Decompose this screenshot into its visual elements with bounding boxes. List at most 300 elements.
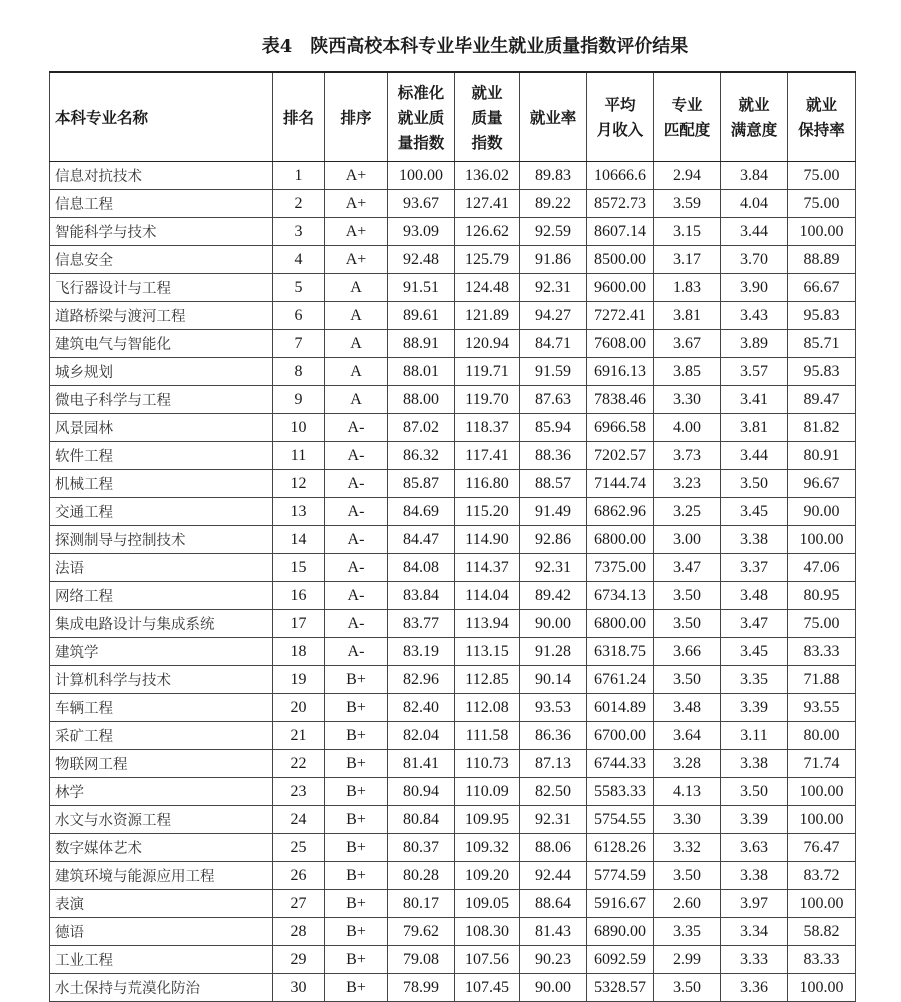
cell-monthly-income: 7272.41 <box>587 302 654 330</box>
table-row <box>50 386 856 414</box>
cell-retention-rate: 71.88 <box>788 666 856 694</box>
cell-retention-rate: 80.00 <box>788 722 856 750</box>
table-row <box>50 694 856 722</box>
table-row <box>50 162 856 190</box>
cell-quality-index: 113.94 <box>455 610 520 638</box>
cell-match-degree: 3.28 <box>654 750 721 778</box>
cell-quality-index: 114.90 <box>455 526 520 554</box>
cell-std-index: 100.00 <box>388 162 455 190</box>
cell-monthly-income: 6734.13 <box>587 582 654 610</box>
cell-grade: A+ <box>325 246 388 274</box>
cell-satisfaction: 3.57 <box>721 358 788 386</box>
cell-satisfaction: 3.44 <box>721 218 788 246</box>
cell-retention-rate: 75.00 <box>788 190 856 218</box>
cell-retention-rate: 80.91 <box>788 442 856 470</box>
cell-match-degree: 3.64 <box>654 722 721 750</box>
cell-retention-rate: 47.06 <box>788 554 856 582</box>
cell-match-degree: 3.17 <box>654 246 721 274</box>
cell-match-degree: 4.00 <box>654 414 721 442</box>
cell-match-degree: 3.50 <box>654 610 721 638</box>
cell-major-name: 信息安全 <box>50 246 273 274</box>
cell-retention-rate: 88.89 <box>788 246 856 274</box>
cell-major-name: 智能科学与技术 <box>50 218 273 246</box>
cell-std-index: 84.08 <box>388 554 455 582</box>
cell-satisfaction: 3.33 <box>721 946 788 974</box>
cell-quality-index: 121.89 <box>455 302 520 330</box>
cell-rank: 15 <box>273 554 325 582</box>
cell-quality-index: 112.08 <box>455 694 520 722</box>
cell-grade: B+ <box>325 918 388 946</box>
cell-grade: A- <box>325 582 388 610</box>
cell-major-name: 建筑学 <box>50 638 273 666</box>
column-header-grade: 排序 <box>325 72 388 162</box>
cell-rank: 20 <box>273 694 325 722</box>
cell-grade: A- <box>325 638 388 666</box>
cell-major-name: 数字媒体艺术 <box>50 834 273 862</box>
cell-rank: 7 <box>273 330 325 358</box>
cell-retention-rate: 90.00 <box>788 498 856 526</box>
cell-quality-index: 114.04 <box>455 582 520 610</box>
cell-quality-index: 127.41 <box>455 190 520 218</box>
cell-match-degree: 3.50 <box>654 974 721 1002</box>
cell-std-index: 82.96 <box>388 666 455 694</box>
cell-employment-rate: 92.59 <box>520 218 587 246</box>
cell-quality-index: 109.20 <box>455 862 520 890</box>
cell-retention-rate: 100.00 <box>788 218 856 246</box>
cell-std-index: 92.48 <box>388 246 455 274</box>
cell-satisfaction: 3.45 <box>721 638 788 666</box>
cell-std-index: 82.04 <box>388 722 455 750</box>
column-header-satisfaction: 就业 满意度 <box>721 72 788 162</box>
cell-major-name: 软件工程 <box>50 442 273 470</box>
cell-employment-rate: 92.44 <box>520 862 587 890</box>
cell-satisfaction: 3.70 <box>721 246 788 274</box>
cell-std-index: 83.19 <box>388 638 455 666</box>
cell-match-degree: 3.35 <box>654 918 721 946</box>
cell-quality-index: 107.56 <box>455 946 520 974</box>
cell-grade: A- <box>325 498 388 526</box>
cell-retention-rate: 83.72 <box>788 862 856 890</box>
cell-major-name: 交通工程 <box>50 498 273 526</box>
cell-rank: 27 <box>273 890 325 918</box>
cell-monthly-income: 9600.00 <box>587 274 654 302</box>
cell-std-index: 93.09 <box>388 218 455 246</box>
cell-employment-rate: 85.94 <box>520 414 587 442</box>
cell-major-name: 建筑电气与智能化 <box>50 330 273 358</box>
cell-major-name: 信息工程 <box>50 190 273 218</box>
column-header-match-degree: 专业 匹配度 <box>654 72 721 162</box>
cell-rank: 19 <box>273 666 325 694</box>
cell-satisfaction: 3.84 <box>721 162 788 190</box>
cell-monthly-income: 7608.00 <box>587 330 654 358</box>
cell-match-degree: 3.81 <box>654 302 721 330</box>
cell-quality-index: 109.32 <box>455 834 520 862</box>
cell-satisfaction: 3.48 <box>721 582 788 610</box>
cell-monthly-income: 6092.59 <box>587 946 654 974</box>
cell-major-name: 水土保持与荒漠化防治 <box>50 974 273 1002</box>
cell-rank: 11 <box>273 442 325 470</box>
table-row <box>50 918 856 946</box>
cell-satisfaction: 3.39 <box>721 806 788 834</box>
table-title: 表4 陕西高校本科专业毕业生就业质量指数评价结果 <box>261 36 689 57</box>
cell-rank: 4 <box>273 246 325 274</box>
header-row <box>50 72 856 162</box>
cell-quality-index: 124.48 <box>455 274 520 302</box>
column-header-monthly-income: 平均 月收入 <box>587 72 654 162</box>
cell-monthly-income: 6700.00 <box>587 722 654 750</box>
cell-major-name: 表演 <box>50 890 273 918</box>
cell-rank: 26 <box>273 862 325 890</box>
cell-major-name: 工业工程 <box>50 946 273 974</box>
cell-monthly-income: 10666.6 <box>587 162 654 190</box>
cell-grade: A- <box>325 470 388 498</box>
cell-quality-index: 113.15 <box>455 638 520 666</box>
table-row <box>50 778 856 806</box>
cell-grade: B+ <box>325 778 388 806</box>
cell-monthly-income: 5916.67 <box>587 890 654 918</box>
cell-grade: A- <box>325 610 388 638</box>
cell-std-index: 84.47 <box>388 526 455 554</box>
cell-rank: 13 <box>273 498 325 526</box>
cell-satisfaction: 3.89 <box>721 330 788 358</box>
cell-rank: 23 <box>273 778 325 806</box>
cell-grade: A+ <box>325 218 388 246</box>
cell-monthly-income: 6862.96 <box>587 498 654 526</box>
cell-std-index: 80.84 <box>388 806 455 834</box>
cell-rank: 12 <box>273 470 325 498</box>
cell-quality-index: 109.95 <box>455 806 520 834</box>
table-row <box>50 806 856 834</box>
cell-employment-rate: 84.71 <box>520 330 587 358</box>
cell-major-name: 车辆工程 <box>50 694 273 722</box>
table-row <box>50 890 856 918</box>
cell-employment-rate: 88.36 <box>520 442 587 470</box>
cell-employment-rate: 88.06 <box>520 834 587 862</box>
column-header-major-name: 本科专业名称 <box>50 72 273 162</box>
cell-satisfaction: 3.50 <box>721 470 788 498</box>
cell-match-degree: 2.99 <box>654 946 721 974</box>
table-row <box>50 862 856 890</box>
cell-retention-rate: 100.00 <box>788 526 856 554</box>
cell-rank: 8 <box>273 358 325 386</box>
table-row <box>50 554 856 582</box>
table-row <box>50 526 856 554</box>
table-row <box>50 666 856 694</box>
column-header-std-index: 标准化 就业质 量指数 <box>388 72 455 162</box>
cell-major-name: 建筑环境与能源应用工程 <box>50 862 273 890</box>
cell-rank: 30 <box>273 974 325 1002</box>
cell-monthly-income: 6761.24 <box>587 666 654 694</box>
table-row <box>50 246 856 274</box>
cell-std-index: 84.69 <box>388 498 455 526</box>
cell-quality-index: 107.45 <box>455 974 520 1002</box>
cell-employment-rate: 91.49 <box>520 498 587 526</box>
table-row <box>50 610 856 638</box>
cell-retention-rate: 81.82 <box>788 414 856 442</box>
cell-match-degree: 3.47 <box>654 554 721 582</box>
cell-quality-index: 119.70 <box>455 386 520 414</box>
cell-std-index: 83.84 <box>388 582 455 610</box>
cell-std-index: 91.51 <box>388 274 455 302</box>
cell-satisfaction: 3.50 <box>721 778 788 806</box>
cell-satisfaction: 3.47 <box>721 610 788 638</box>
cell-grade: A- <box>325 554 388 582</box>
cell-std-index: 79.62 <box>388 918 455 946</box>
column-header-quality-index: 就业 质量 指数 <box>455 72 520 162</box>
cell-std-index: 86.32 <box>388 442 455 470</box>
column-header-employment-rate: 就业率 <box>520 72 587 162</box>
cell-grade: B+ <box>325 806 388 834</box>
cell-retention-rate: 71.74 <box>788 750 856 778</box>
cell-employment-rate: 92.31 <box>520 554 587 582</box>
cell-retention-rate: 83.33 <box>788 638 856 666</box>
cell-match-degree: 3.66 <box>654 638 721 666</box>
cell-retention-rate: 83.33 <box>788 946 856 974</box>
cell-employment-rate: 89.83 <box>520 162 587 190</box>
cell-retention-rate: 76.47 <box>788 834 856 862</box>
cell-match-degree: 2.94 <box>654 162 721 190</box>
evaluation-table <box>49 71 856 1002</box>
cell-match-degree: 3.32 <box>654 834 721 862</box>
cell-major-name: 道路桥梁与渡河工程 <box>50 302 273 330</box>
cell-monthly-income: 6916.13 <box>587 358 654 386</box>
cell-monthly-income: 7375.00 <box>587 554 654 582</box>
cell-std-index: 80.37 <box>388 834 455 862</box>
cell-monthly-income: 5774.59 <box>587 862 654 890</box>
cell-employment-rate: 90.23 <box>520 946 587 974</box>
cell-employment-rate: 91.28 <box>520 638 587 666</box>
cell-retention-rate: 75.00 <box>788 162 856 190</box>
cell-retention-rate: 66.67 <box>788 274 856 302</box>
cell-std-index: 80.94 <box>388 778 455 806</box>
cell-grade: B+ <box>325 862 388 890</box>
table-row <box>50 834 856 862</box>
cell-retention-rate: 80.95 <box>788 582 856 610</box>
cell-rank: 25 <box>273 834 325 862</box>
cell-quality-index: 114.37 <box>455 554 520 582</box>
cell-satisfaction: 3.97 <box>721 890 788 918</box>
cell-monthly-income: 6800.00 <box>587 526 654 554</box>
cell-satisfaction: 3.81 <box>721 414 788 442</box>
cell-grade: A <box>325 330 388 358</box>
cell-rank: 3 <box>273 218 325 246</box>
cell-retention-rate: 95.83 <box>788 302 856 330</box>
column-header-retention-rate: 就业 保持率 <box>788 72 856 162</box>
table-row <box>50 218 856 246</box>
cell-std-index: 79.08 <box>388 946 455 974</box>
cell-grade: A- <box>325 414 388 442</box>
cell-major-name: 信息对抗技术 <box>50 162 273 190</box>
cell-std-index: 87.02 <box>388 414 455 442</box>
cell-employment-rate: 92.31 <box>520 274 587 302</box>
cell-quality-index: 126.62 <box>455 218 520 246</box>
cell-major-name: 网络工程 <box>50 582 273 610</box>
cell-satisfaction: 3.11 <box>721 722 788 750</box>
cell-major-name: 机械工程 <box>50 470 273 498</box>
cell-grade: B+ <box>325 946 388 974</box>
cell-satisfaction: 3.39 <box>721 694 788 722</box>
cell-match-degree: 3.00 <box>654 526 721 554</box>
cell-monthly-income: 6744.33 <box>587 750 654 778</box>
cell-retention-rate: 96.67 <box>788 470 856 498</box>
cell-rank: 10 <box>273 414 325 442</box>
cell-rank: 17 <box>273 610 325 638</box>
cell-monthly-income: 6890.00 <box>587 918 654 946</box>
cell-satisfaction: 3.38 <box>721 862 788 890</box>
cell-match-degree: 3.30 <box>654 806 721 834</box>
cell-rank: 14 <box>273 526 325 554</box>
cell-satisfaction: 3.37 <box>721 554 788 582</box>
cell-major-name: 物联网工程 <box>50 750 273 778</box>
cell-employment-rate: 93.53 <box>520 694 587 722</box>
cell-grade: B+ <box>325 722 388 750</box>
cell-major-name: 采矿工程 <box>50 722 273 750</box>
table-row <box>50 470 856 498</box>
cell-rank: 16 <box>273 582 325 610</box>
cell-quality-index: 112.85 <box>455 666 520 694</box>
cell-employment-rate: 89.42 <box>520 582 587 610</box>
cell-retention-rate: 75.00 <box>788 610 856 638</box>
cell-monthly-income: 5328.57 <box>587 974 654 1002</box>
cell-monthly-income: 7838.46 <box>587 386 654 414</box>
cell-std-index: 88.91 <box>388 330 455 358</box>
cell-quality-index: 136.02 <box>455 162 520 190</box>
cell-employment-rate: 86.36 <box>520 722 587 750</box>
cell-std-index: 80.17 <box>388 890 455 918</box>
table-row <box>50 750 856 778</box>
cell-match-degree: 3.73 <box>654 442 721 470</box>
cell-retention-rate: 100.00 <box>788 806 856 834</box>
cell-grade: B+ <box>325 834 388 862</box>
cell-match-degree: 1.83 <box>654 274 721 302</box>
cell-quality-index: 118.37 <box>455 414 520 442</box>
table-row <box>50 974 856 1002</box>
cell-employment-rate: 88.64 <box>520 890 587 918</box>
cell-employment-rate: 90.14 <box>520 666 587 694</box>
cell-rank: 24 <box>273 806 325 834</box>
cell-quality-index: 110.73 <box>455 750 520 778</box>
cell-rank: 21 <box>273 722 325 750</box>
cell-grade: A <box>325 358 388 386</box>
cell-satisfaction: 3.36 <box>721 974 788 1002</box>
cell-major-name: 德语 <box>50 918 273 946</box>
cell-quality-index: 108.30 <box>455 918 520 946</box>
cell-std-index: 88.00 <box>388 386 455 414</box>
table-row <box>50 946 856 974</box>
cell-grade: B+ <box>325 750 388 778</box>
cell-rank: 18 <box>273 638 325 666</box>
cell-major-name: 城乡规划 <box>50 358 273 386</box>
cell-employment-rate: 87.13 <box>520 750 587 778</box>
cell-employment-rate: 91.86 <box>520 246 587 274</box>
cell-major-name: 水文与水资源工程 <box>50 806 273 834</box>
cell-match-degree: 3.30 <box>654 386 721 414</box>
cell-rank: 22 <box>273 750 325 778</box>
cell-monthly-income: 6800.00 <box>587 610 654 638</box>
cell-match-degree: 3.48 <box>654 694 721 722</box>
cell-quality-index: 109.05 <box>455 890 520 918</box>
cell-grade: B+ <box>325 974 388 1002</box>
cell-monthly-income: 8500.00 <box>587 246 654 274</box>
cell-quality-index: 125.79 <box>455 246 520 274</box>
cell-grade: A- <box>325 442 388 470</box>
cell-match-degree: 3.59 <box>654 190 721 218</box>
cell-grade: A+ <box>325 162 388 190</box>
column-header-rank: 排名 <box>273 72 325 162</box>
table-row <box>50 274 856 302</box>
cell-major-name: 风景园林 <box>50 414 273 442</box>
cell-match-degree: 3.23 <box>654 470 721 498</box>
cell-satisfaction: 3.34 <box>721 918 788 946</box>
cell-satisfaction: 4.04 <box>721 190 788 218</box>
cell-major-name: 微电子科学与工程 <box>50 386 273 414</box>
cell-retention-rate: 85.71 <box>788 330 856 358</box>
table-row <box>50 414 856 442</box>
cell-rank: 1 <box>273 162 325 190</box>
cell-monthly-income: 5583.33 <box>587 778 654 806</box>
table-row <box>50 302 856 330</box>
cell-match-degree: 3.25 <box>654 498 721 526</box>
cell-std-index: 83.77 <box>388 610 455 638</box>
cell-satisfaction: 3.90 <box>721 274 788 302</box>
cell-monthly-income: 6318.75 <box>587 638 654 666</box>
cell-std-index: 93.67 <box>388 190 455 218</box>
cell-employment-rate: 90.00 <box>520 610 587 638</box>
cell-quality-index: 110.09 <box>455 778 520 806</box>
cell-employment-rate: 92.31 <box>520 806 587 834</box>
cell-retention-rate: 58.82 <box>788 918 856 946</box>
cell-satisfaction: 3.43 <box>721 302 788 330</box>
cell-monthly-income: 6966.58 <box>587 414 654 442</box>
cell-std-index: 85.87 <box>388 470 455 498</box>
cell-grade: A+ <box>325 190 388 218</box>
cell-grade: A- <box>325 526 388 554</box>
table-row <box>50 638 856 666</box>
cell-std-index: 80.28 <box>388 862 455 890</box>
cell-satisfaction: 3.38 <box>721 750 788 778</box>
cell-employment-rate: 89.22 <box>520 190 587 218</box>
cell-match-degree: 4.13 <box>654 778 721 806</box>
cell-grade: A <box>325 386 388 414</box>
cell-employment-rate: 82.50 <box>520 778 587 806</box>
table-row <box>50 722 856 750</box>
table-row <box>50 442 856 470</box>
cell-quality-index: 115.20 <box>455 498 520 526</box>
cell-monthly-income: 6128.26 <box>587 834 654 862</box>
cell-match-degree: 3.15 <box>654 218 721 246</box>
cell-major-name: 计算机科学与技术 <box>50 666 273 694</box>
cell-retention-rate: 95.83 <box>788 358 856 386</box>
table-row <box>50 190 856 218</box>
cell-quality-index: 117.41 <box>455 442 520 470</box>
cell-major-name: 林学 <box>50 778 273 806</box>
cell-grade: B+ <box>325 666 388 694</box>
cell-employment-rate: 90.00 <box>520 974 587 1002</box>
cell-grade: A <box>325 274 388 302</box>
table-row <box>50 498 856 526</box>
cell-employment-rate: 92.86 <box>520 526 587 554</box>
cell-major-name: 飞行器设计与工程 <box>50 274 273 302</box>
cell-retention-rate: 93.55 <box>788 694 856 722</box>
cell-rank: 5 <box>273 274 325 302</box>
table-row <box>50 582 856 610</box>
cell-rank: 29 <box>273 946 325 974</box>
cell-std-index: 82.40 <box>388 694 455 722</box>
cell-rank: 9 <box>273 386 325 414</box>
cell-std-index: 78.99 <box>388 974 455 1002</box>
cell-std-index: 81.41 <box>388 750 455 778</box>
cell-match-degree: 3.50 <box>654 862 721 890</box>
